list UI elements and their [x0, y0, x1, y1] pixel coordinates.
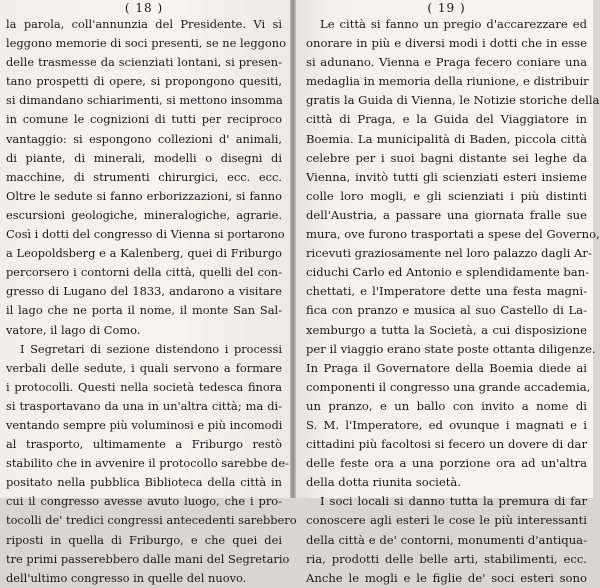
- right-page: [292, 0, 600, 585]
- text-line: I Segretari di sezione distendono i processi: [20, 341, 282, 356]
- text-line: i protocolli. Questi nella società tedesca finora: [6, 379, 282, 394]
- text-line: tano prospetti di opere, si propongono quesiti,: [6, 74, 282, 89]
- text-line: gratis la Guida di Vienna, le Notizie storiche della: [306, 93, 600, 108]
- text-line: tocolli de' tredici congressi antecedenti sarebbero: [6, 513, 297, 528]
- text-line: dell'ultimo congresso in quelle del nuovo.: [6, 570, 247, 585]
- text-line: mura, ove furono trasportati a spese del Governo,: [306, 227, 600, 242]
- text-line: Oltre le sedute si fanno erborizzazioni, si fanno: [6, 188, 282, 203]
- text-line: xemburgo a tutta la Società, a cui disposizione: [306, 322, 587, 337]
- text-line: macchine, di strumenti chirurgici, ecc. ecc.: [6, 169, 282, 184]
- text-line: tre primi passerebbero dalle mani del Segretario: [6, 551, 290, 566]
- text-line: ciduchi Carlo ed Antonio e splendidamente ban-: [306, 265, 590, 280]
- text-line: delle trasmesse da scienziati lontani, si presen-: [6, 55, 282, 70]
- page-number-right: ( 19 ): [427, 1, 466, 15]
- book-gutter: [290, 0, 296, 498]
- text-line: si dimandano schiarimenti, si mettono insomma: [6, 93, 283, 108]
- text-line: conoscere agli esteri le cose le più interessanti: [306, 513, 587, 528]
- text-line: escursioni geologiche, mineralogiche, agrarie.: [6, 207, 282, 222]
- text-line: Vienna, invitò tutti gli scienziati esteri insieme: [306, 169, 587, 184]
- page-number-left: ( 18 ): [124, 1, 164, 15]
- text-line: dell'Austria, a passare una giornata fralle sue: [306, 207, 587, 222]
- text-line: un pranzo, e un ballo con invito a nome di: [306, 398, 587, 413]
- text-line: Così i dotti del congresso di Vienna si portarono: [6, 227, 285, 242]
- text-line: verbali delle sedute, i quali servono a formare: [6, 360, 282, 375]
- text-line: delle feste ora a una porzione ora ad un'altra: [306, 456, 587, 471]
- text-line: cui il congresso avesse avuto luogo, che i pro-: [6, 494, 282, 509]
- right-page-body: [306, 15, 600, 588]
- text-line: ricevuti graziosamente nel loro palazzo dagli Ar-: [306, 246, 592, 261]
- text-line: ria, prodotti delle belle arti, stabilimenti, ecc.: [306, 551, 587, 566]
- text-line: componenti il congresso una grande accademia,: [306, 379, 591, 394]
- text-line: I soci locali si danno tutta la premura di far: [320, 494, 587, 509]
- text-line: onorare in più e diversi modi i dotti che in esse: [306, 36, 587, 51]
- text-line: medaglia in memoria della riunione, e distribuir: [306, 74, 589, 89]
- text-line: la parola, coll'annunzia del Presidente. Vi si: [6, 17, 282, 31]
- text-line: della dotta riunita società.: [306, 475, 462, 490]
- text-line: vatore, il lago di Como.: [6, 322, 141, 337]
- left-page-body: [6, 15, 297, 588]
- text-line: percorsero i contorni della città, quelli del con-: [6, 265, 282, 280]
- text-line: positato nella pubblica Biblioteca della città in: [6, 475, 282, 490]
- text-line: fica con pranzo e musica al suo Castello di La-: [306, 303, 587, 318]
- text-line: celebre per i suoi bagni distante sei leghe da: [306, 150, 587, 165]
- text-line: Boemia. La municipalità di Baden, piccola città: [306, 131, 587, 146]
- text-line: si adunano. Vienna e Praga fecero coniare una: [306, 55, 587, 70]
- text-line: S. M. l'Imperatore, ed ovunque i magnati e i: [306, 417, 587, 432]
- text-line: vantaggio: si espongono collezioni d' animali,: [6, 131, 282, 146]
- text-line: chettati, e l'Imperatore dette una festa magni-: [306, 284, 587, 299]
- text-line: Le città si fanno un pregio d'accarezzare ed: [320, 17, 587, 31]
- text-line: leggono memorie di soci presenti, se ne leggono: [6, 36, 286, 51]
- text-line: ventando sempre più voluminosi e più incomodi: [6, 417, 283, 432]
- text-line: stabilito che in avvenire il protocollo sarebbe de-: [6, 456, 289, 471]
- text-line: a Leopoldsberg e a Kalenberg, quei di Friburgo: [6, 246, 282, 261]
- text-line: di piante, di minerali, modelli o disegni di: [6, 150, 282, 165]
- text-line: della città e de' contorni, monumenti d'antiqua-: [306, 532, 587, 547]
- text-line: cittadini più facoltosi si fecero un dovere di dar: [306, 437, 587, 452]
- text-line: si trasportavano da una in un'altra città; ma di-: [6, 398, 282, 413]
- text-line: riposti in quella di Friburgo, e che quei dei: [6, 532, 282, 547]
- text-line: Anche le mogli e le figlie de' soci esteri sono: [306, 570, 587, 585]
- text-line: gresso di Lugano del 1833, andarono a visitare: [6, 284, 282, 299]
- text-line: al trasporto, ultimamente a Friburgo restò: [6, 437, 282, 452]
- text-line: colle loro mogli, e gli scienziati i più distinti: [306, 188, 587, 203]
- text-line: in comune le cognizioni di tutti per reciproco: [6, 112, 282, 127]
- text-line: città di Praga, e la Guida del Viaggiatore in: [306, 112, 587, 127]
- text-line: per il viaggio erano state poste ottanta diligenze.: [306, 341, 596, 356]
- text-line: il lago che ne porta il nome, il monte San Sal-: [6, 303, 282, 318]
- left-page: [0, 0, 297, 585]
- text-line: In Praga il Governatore della Boemia diede ai: [306, 360, 587, 375]
